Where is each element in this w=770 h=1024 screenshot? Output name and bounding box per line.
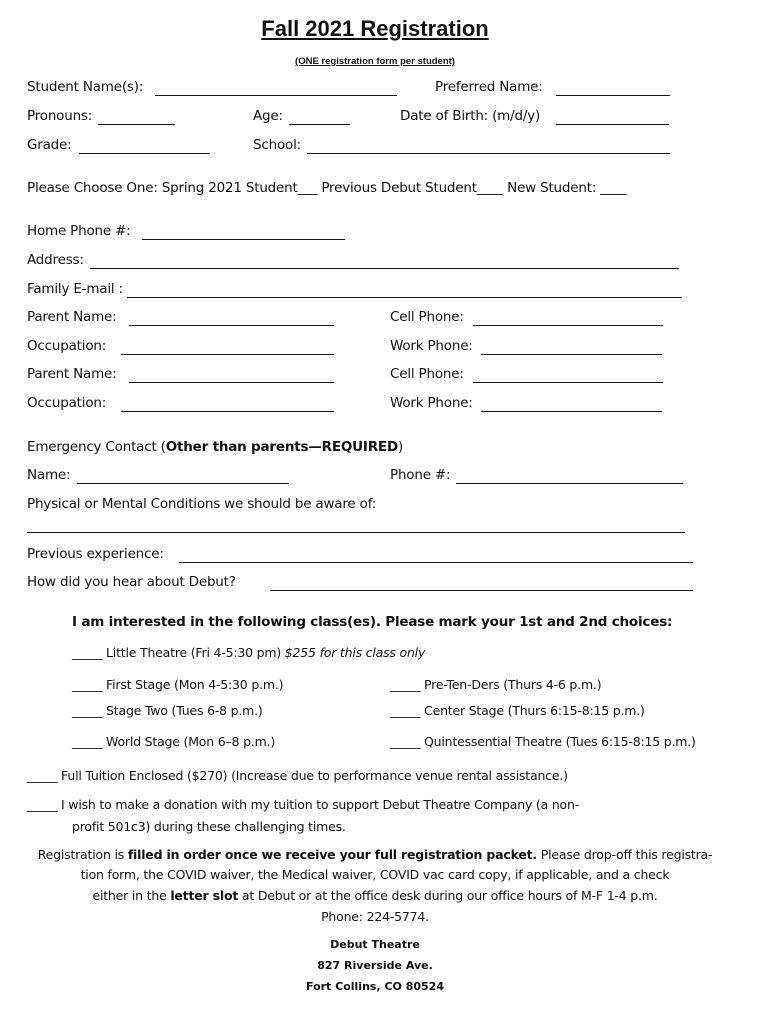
student-type-choice[interactable]: Please Choose One: Spring 2021 Student___ Previous Debut Student____ New Student: ____ <box>27 180 627 196</box>
occupation-2-field[interactable] <box>121 411 334 412</box>
dob-field[interactable] <box>556 124 669 125</box>
classes-heading: I am interested in the following class(es). Please mark your 1st and 2nd choices: <box>72 614 673 630</box>
family-email-label: Family E-mail : <box>27 281 123 297</box>
conditions-label: Physical or Mental Conditions we should be aware of: <box>27 496 377 512</box>
page-subtitle: (ONE registration form per student) <box>295 56 455 67</box>
org-name: Debut Theatre <box>330 938 420 951</box>
cell-phone-2-field[interactable] <box>473 382 663 383</box>
previous-experience-field[interactable] <box>179 562 693 563</box>
previous-experience-label: Previous experience: <box>27 546 164 562</box>
family-email-field[interactable] <box>127 297 682 298</box>
page-title: Fall 2021 Registration <box>261 16 489 41</box>
home-phone-label: Home Phone #: <box>27 223 131 239</box>
class-pre-ten-ders[interactable]: _____ Pre-Ten-Ders (Thurs 4-6 p.m.) <box>390 677 602 692</box>
grade-field[interactable] <box>79 153 210 154</box>
full-tuition-option[interactable]: _____ Full Tuition Enclosed ($270) (Increase due to performance venue rental assistance.) <box>27 768 568 783</box>
school-label: School: <box>253 137 301 153</box>
class-first-stage[interactable]: _____ First Stage (Mon 4-5:30 p.m.) <box>72 677 284 692</box>
class-stage-two[interactable]: _____ Stage Two (Tues 6-8 p.m.) <box>72 703 263 718</box>
student-names-label: Student Name(s): <box>27 79 144 95</box>
cell-phone-1-field[interactable] <box>473 325 663 326</box>
pronouns-label: Pronouns: <box>27 108 93 124</box>
parent-name-2-field[interactable] <box>129 382 334 383</box>
occupation-1-field[interactable] <box>121 354 334 355</box>
occupation-1-label: Occupation: <box>27 338 107 354</box>
parent-name-1-label: Parent Name: <box>27 309 117 325</box>
ec-name-field[interactable] <box>77 483 289 484</box>
preferred-name-label: Preferred Name: <box>435 79 543 95</box>
student-names-field[interactable] <box>155 95 397 96</box>
ec-phone-label: Phone #: <box>390 467 451 483</box>
address-label: Address: <box>27 252 84 268</box>
org-city: Fort Collins, CO 80524 <box>306 980 444 993</box>
preferred-name-field[interactable] <box>556 95 670 96</box>
hear-about-field[interactable] <box>270 590 693 591</box>
work-phone-1-field[interactable] <box>481 354 662 355</box>
donation-option[interactable]: _____ I wish to make a donation with my tuition to support Debut Theatre Company (a non- <box>27 797 580 812</box>
conditions-field[interactable] <box>27 532 685 533</box>
dob-label: Date of Birth: (m/d/y) <box>400 108 541 124</box>
notice-phone: Phone: 224-5774. <box>321 909 429 924</box>
notice-line-2: tion form, the COVID waiver, the Medical waiver, COVID vac card copy, if applicable, and a check <box>80 867 670 882</box>
cell-phone-2-label: Cell Phone: <box>390 366 464 382</box>
notice-line-3: either in the letter slot at Debut or at the office desk during our office hours of M-F 1-4 p.m. <box>92 888 658 903</box>
emergency-contact-label: Emergency Contact (Other than parents—REQUIRED) <box>27 439 404 455</box>
parent-name-2-label: Parent Name: <box>27 366 117 382</box>
home-phone-field[interactable] <box>142 239 345 240</box>
age-label: Age: <box>253 108 283 124</box>
school-field[interactable] <box>307 153 670 154</box>
age-field[interactable] <box>289 124 350 125</box>
donation-option-line2: profit 501c3) during these challenging times. <box>72 819 346 834</box>
ec-name-label: Name: <box>27 467 71 483</box>
work-phone-1-label: Work Phone: <box>390 338 473 354</box>
occupation-2-label: Occupation: <box>27 395 107 411</box>
ec-phone-field[interactable] <box>456 483 683 484</box>
work-phone-2-field[interactable] <box>481 411 662 412</box>
class-little-theatre[interactable]: _____ Little Theatre (Fri 4-5:30 pm) $255 for this class only <box>72 645 426 660</box>
hear-about-label: How did you hear about Debut? <box>27 574 236 590</box>
work-phone-2-label: Work Phone: <box>390 395 473 411</box>
parent-name-1-field[interactable] <box>129 325 334 326</box>
class-world-stage[interactable]: _____ World Stage (Mon 6–8 p.m.) <box>72 734 276 749</box>
notice-line-1: Registration is filled in order once we receive your full registration packet. Please drop-off this registra- <box>37 847 713 862</box>
class-center-stage[interactable]: _____ Center Stage (Thurs 6:15-8:15 p.m.) <box>390 703 645 718</box>
address-field[interactable] <box>90 268 679 269</box>
class-quintessential[interactable]: _____ Quintessential Theatre (Tues 6:15-8:15 p.m.) <box>390 734 696 749</box>
grade-label: Grade: <box>27 137 72 153</box>
org-street: 827 Riverside Ave. <box>317 959 433 972</box>
pronouns-field[interactable] <box>98 124 175 125</box>
cell-phone-1-label: Cell Phone: <box>390 309 464 325</box>
